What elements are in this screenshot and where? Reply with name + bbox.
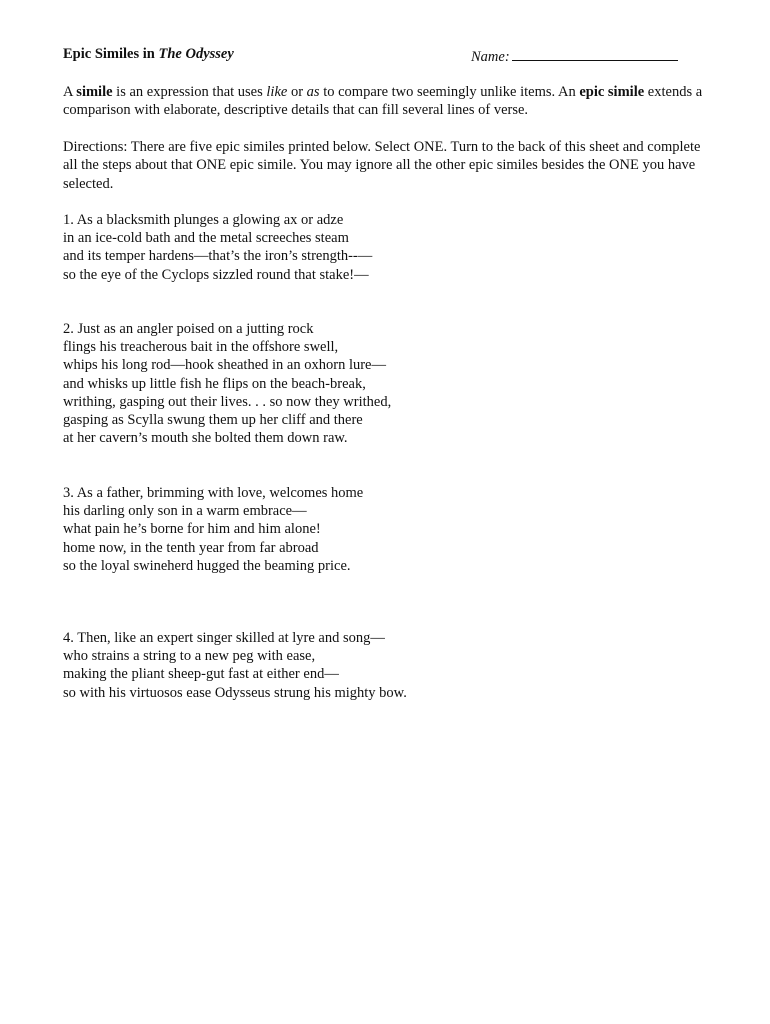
term-simile: simile [76, 84, 113, 100]
term-epic-simile: epic simile [579, 84, 645, 100]
simile-line: at her cavern’s mouth she bolted them down raw. [63, 430, 348, 447]
definition-text: to compare two seemingly unlike items. An [319, 84, 580, 100]
simile-line: 1. As a blacksmith plunges a glowing ax or adze [63, 212, 344, 228]
simile-line: home now, in the tenth year from far abroad [63, 539, 319, 556]
directions-paragraph: Directions: There are five epic similes printed below. Select ONE. Turn to the back of this sheet and complete all the steps about that ONE epic simile. You may ignore all the other epic similes besides the ONE you have selected. [63, 139, 701, 192]
simile-line: and whisks up little fish he flips on the beach-break, [63, 375, 366, 392]
simile-line: who strains a string to a new peg with ease, [63, 648, 316, 665]
simile-line: so the loyal swineherd hugged the beaming price. [63, 557, 351, 574]
simile-line: gasping as Scylla swung them up her cliff and there [63, 412, 363, 429]
simile-line: whips his long rod—hook sheathed in an oxhorn lure— [63, 357, 386, 374]
simile-line: what pain he’s borne for him and him alone! [63, 521, 321, 538]
simile-line: 2. Just as an angler poised on a jutting rock [63, 321, 314, 337]
simile-line: in an ice-cold bath and the metal screeches steam [63, 230, 349, 247]
simile-line: writhing, gasping out their lives. . . so now they writhed, [63, 393, 392, 410]
simile-line: so with his virtuosos ease Odysseus strung his mighty bow. [63, 684, 407, 701]
definition-text: or [287, 84, 307, 100]
simile-line: flings his treacherous bait in the offshore swell, [63, 339, 339, 356]
simile-line: so the eye of the Cyclops sizzled round that stake!— [63, 266, 369, 283]
simile-4 [63, 629, 703, 702]
definition-text: extends a comparison with elaborate, descriptive details that can fill several lines of verse. [63, 84, 703, 119]
word-like: like [266, 84, 288, 100]
name-blank-line[interactable] [512, 46, 678, 61]
simile-3 [63, 484, 703, 575]
definition-text: A [63, 84, 77, 100]
name-label: Name: [471, 49, 510, 65]
page-title [63, 46, 234, 63]
title-prefix: Epic Similes in [63, 46, 159, 62]
word-as: as [306, 84, 320, 100]
simile-line: making the pliant sheep-gut fast at either end— [63, 666, 339, 683]
name-field [471, 46, 678, 66]
worksheet-header [63, 46, 693, 68]
title-work: The Odyssey [158, 46, 234, 62]
simile-line: 4. Then, like an expert singer skilled at lyre and song— [63, 630, 385, 646]
simile-line: and its temper hardens—that’s the iron’s strength--— [63, 248, 373, 265]
definition-paragraph [63, 83, 703, 120]
simile-line: his darling only son in a warm embrace— [63, 503, 307, 520]
definition-text: is an expression that uses [112, 84, 267, 100]
simile-line: 3. As a father, brimming with love, welcomes home [63, 485, 364, 501]
simile-1 [63, 211, 703, 284]
simile-2 [63, 320, 703, 447]
